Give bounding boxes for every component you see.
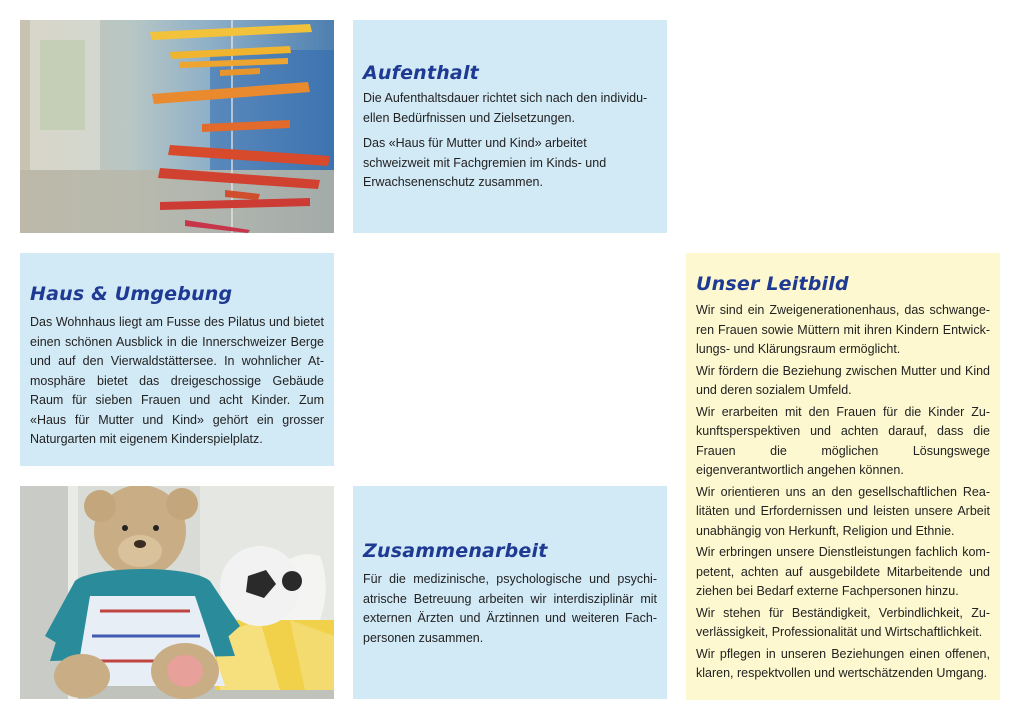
zusammenarbeit-title: Zusammenarbeit	[363, 540, 548, 562]
leitbild-title: Unser Leitbild	[696, 273, 849, 295]
haus-panel	[20, 253, 334, 466]
teddy-bear-photo	[20, 486, 334, 699]
haus-title: Haus & Umgebung	[30, 283, 233, 305]
leitbild-paragraph-4: Wir orientieren uns an den gesellschaftlichen Realitäten und Erfordernissen und leisten unsere Arbeit unabhängig von Herkunft, Religion und Ethnie.	[696, 484, 990, 538]
leitbild-paragraph-6: Wir stehen für Beständigkeit, Verbindlichkeit, Zuverlässigkeit, Professionalität und Wirtschaftlichkeit.	[696, 605, 990, 639]
mobile-photo	[20, 20, 334, 233]
leitbild-paragraph-3: Wir erarbeiten mit den Frauen für die Kinder Zukunftsperspektiven und achten darauf, dass die Frauen die möglichen Lösungswege eigenverantwortlich angehen können.	[696, 404, 990, 477]
aufenthalt-panel	[353, 20, 667, 233]
zusammenarbeit-paragraph: Für die medizinische, psychologische und psychiatrische Betreuung arbeiten wir interdisziplinär mit externen Ärzten und Ärztinnen und weiteren Fachpersonen zusammen.	[363, 572, 657, 645]
leitbild-paragraph-1: Wir sind ein Zweigenerationenhaus, das schwangeren Frauen sowie Müttern mit ihren Kindern Entwicklungs- und Klärungsraum ermöglicht.	[696, 303, 990, 356]
leitbild-paragraph-5: Wir erbringen unsere Dienstleistungen fachlich kompetent, achten auf ausgebildete Mitarbeitende und ziehen bei Bedarf externe Fachpersonen hinzu.	[696, 545, 990, 598]
aufenthalt-paragraph-1: Die Aufenthaltsdauer richtet sich nach den individuellen Bedürfnissen und Zielsetzungen.	[363, 91, 648, 125]
haus-paragraph: Das Wohnhaus liegt am Fusse des Pilatus und bietet einen schönen Ausblick in die Innerschweizer Berge und auf den Vierwaldstättersee. In wohnlicher Atmosphäre bietet das dreigeschossige Gebäude Raum für sieben Frauen und acht Kinder. Zum «Haus für Mutter und Kind» gehört ein grosser Naturgarten mit eigenem Kinderspielplatz.	[30, 315, 324, 446]
leitbild-paragraph-7: Wir pflegen in unseren Beziehungen einen offenen, klaren, respektvollen und wertschätzenden Umgang.	[696, 646, 990, 680]
leitbild-panel	[686, 253, 1000, 700]
mobile-illustration	[20, 20, 334, 233]
aufenthalt-paragraph-2: Das «Haus für Mutter und Kind» arbeitet schweizweit mit Fachgremien im Kinds- und Erwachsenenschutz zusammen.	[363, 136, 607, 189]
teddy-illustration	[20, 486, 334, 699]
aufenthalt-title: Aufenthalt	[363, 62, 479, 84]
zusammenarbeit-panel	[353, 486, 667, 699]
leitbild-paragraph-2: Wir fördern die Beziehung zwischen Mutter und Kind und deren sozialem Umfeld.	[696, 363, 990, 397]
